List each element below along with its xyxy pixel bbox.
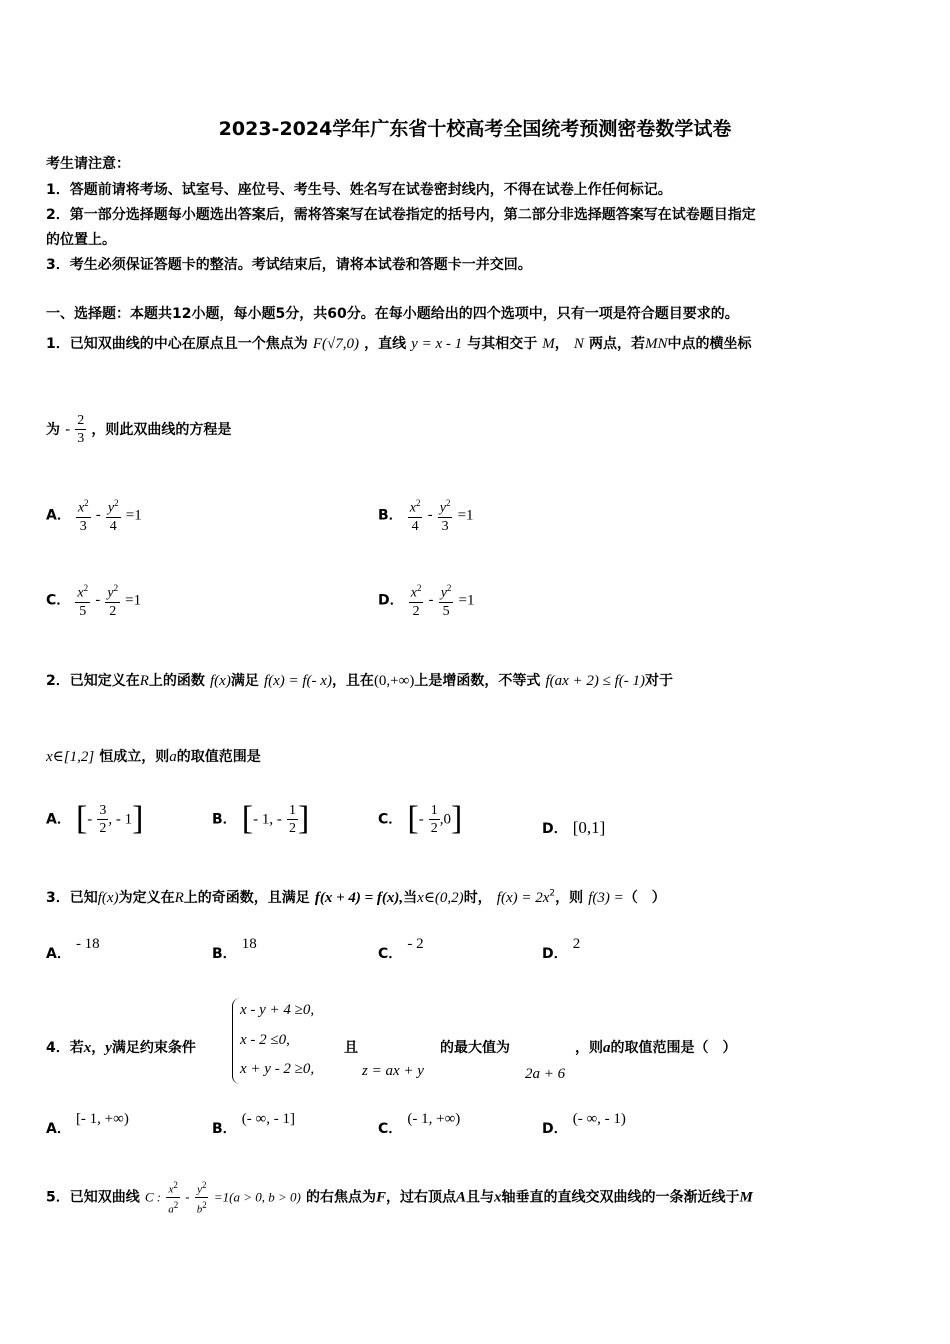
notice-item-2: 2．第一部分选择题每小题选出答案后，需将答案写在试卷指定的括号内，第二部分非选择题答案写在试卷题目指定 <box>46 207 756 223</box>
q3-option-d[interactable]: D． 2 <box>542 936 581 962</box>
q2-option-c[interactable]: C． [- $\frac{1}{2}$ ,0] <box>378 800 463 837</box>
q3-option-c[interactable]: C． - 2 <box>378 936 424 962</box>
q4-option-b[interactable]: B． (- ∞, - 1] <box>212 1111 295 1137</box>
q2-option-b[interactable]: B． [- 1, - $\frac{1}{2}$ ] <box>212 800 310 837</box>
q4-option-c[interactable]: C． (- 1, +∞) <box>378 1111 461 1137</box>
q4-option-d[interactable]: D． (- ∞, - 1) <box>542 1111 626 1137</box>
line-expr: y = x - 1 <box>411 336 463 352</box>
question-2-line-1: 2．已知定义在R上的函数 f(x)满足 f(x) = f(- x)，且在(0,+∞)上是增函数，不等式 f(ax + 2) ≤ f(- 1)对于 <box>46 673 674 689</box>
q3-option-a[interactable]: A． - 18 <box>46 936 100 962</box>
notice-item-3: 3．考生必须保证答题卡的整洁。考试结束后，请将本试卷和答题卡一并交回。 <box>46 257 532 273</box>
q3-option-b[interactable]: B． 18 <box>212 936 257 962</box>
q1-option-c[interactable]: C． $\frac{x^2}{5}$ - $\frac{y^2}{2}$ =1 <box>46 580 141 620</box>
constraint-2: x - 2 ≤0, <box>240 1032 290 1048</box>
question-5: 5．已知双曲线 C : $\frac{x^2}{a^2}$ - $\frac{y^2}{b^2}$ =1(a > 0, b > 0) 的右焦点为F，过右顶点A且与x轴垂直的直线交双曲线的一条渐近线于M <box>46 1180 753 1216</box>
question-3: 3．已知f(x)为定义在R上的奇函数，且满足 f(x + 4) = f(x),当x∈(0,2)时， $f(x) = 2x^2$，则 f(3) =（ ） <box>46 888 666 906</box>
constraint-3: x + y - 2 ≥0, <box>240 1061 315 1077</box>
question-2-line-2: x∈[1,2] 恒成立，则a的取值范围是 <box>46 749 261 765</box>
q2-option-d[interactable]: D． [0,1] <box>542 818 606 837</box>
q2-option-a[interactable]: A． [- $\frac{3}{2}$ , - 1] <box>46 800 144 837</box>
constraint-1: x - y + 4 ≥0, <box>240 1002 315 1018</box>
notice-item-1: 1．答题前请将考场、试室号、座位号、考生号、姓名写在试卷密封线内，不得在试卷上作任何标记。 <box>46 182 672 198</box>
q1-option-b[interactable]: B． $\frac{x^2}{4}$ - $\frac{y^2}{3}$ =1 <box>378 495 474 535</box>
q1-option-d[interactable]: D． $\frac{x^2}{2}$ - $\frac{y^2}{5}$ =1 <box>378 580 474 620</box>
question-1-line-1: 1．已知双曲线的中心在原点且一个焦点为 F(√7,0) ，直线 y = x - 1 与其相交于 M， N 两点，若MN中点的横坐标 <box>46 336 752 352</box>
fraction: $\frac{2}{3}$ <box>77 413 85 446</box>
max-value-expr: 2a + 6 <box>525 1066 566 1082</box>
question-1-line-2: 为 - $\frac{2}{3}$ ，则此双曲线的方程是 <box>46 413 232 446</box>
notice-item-2-cont: 的位置上。 <box>46 232 116 248</box>
q4-max-text: 的最大值为 <box>440 1040 510 1056</box>
q4-and: 且 <box>344 1040 358 1056</box>
q4-tail: ，则a的取值范围是（ ） <box>575 1040 737 1056</box>
focus-expr: F(√7,0) <box>312 336 359 352</box>
question-4-stem: 4．若x，y满足约束条件 <box>46 1040 196 1056</box>
q1-option-a[interactable]: A． $\frac{x^2}{3}$ - $\frac{y^2}{4}$ =1 <box>46 495 142 535</box>
exam-title: 2023-2024学年广东省十校高考全国统考预测密卷数学试卷 <box>218 118 732 140</box>
section-heading: 一、选择题：本题共12小题，每小题5分，共60分。在每小题给出的四个选项中，只有一项是符合题目要求的。 <box>46 306 739 322</box>
objective-expr: z = ax + y <box>362 1063 424 1079</box>
q4-option-a[interactable]: A． [- 1, +∞) <box>46 1111 129 1137</box>
notice-heading: 考生请注意： <box>46 156 130 172</box>
